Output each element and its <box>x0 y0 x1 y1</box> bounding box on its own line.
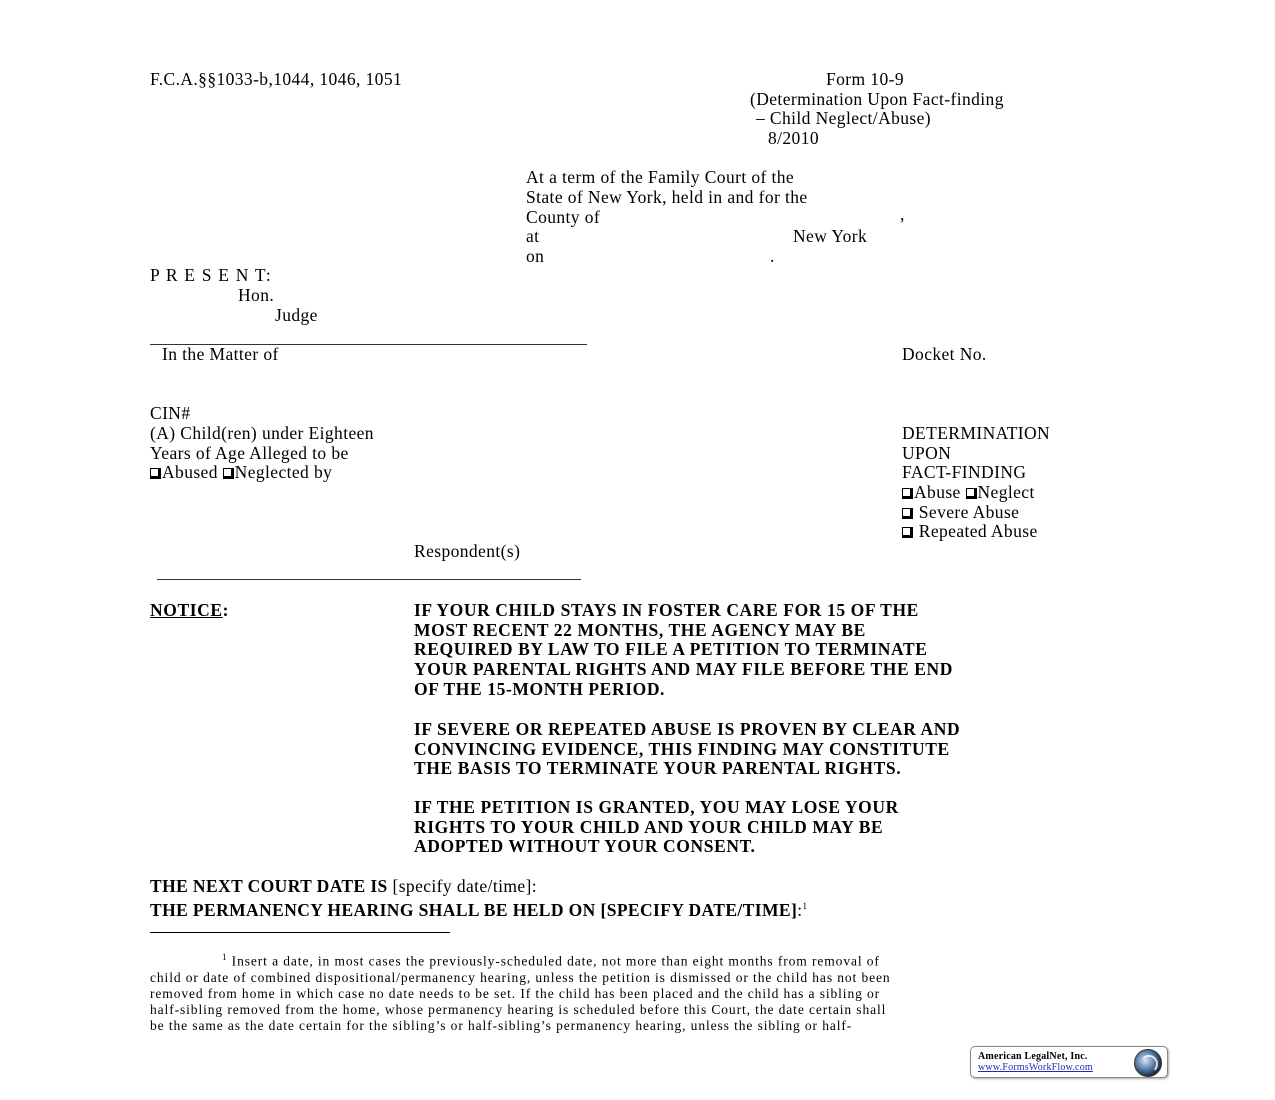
determination-title-line2: UPON <box>902 443 952 463</box>
severe-abuse-label: Severe Abuse <box>918 502 1020 522</box>
footnote-number: 1 <box>222 952 228 962</box>
footnote-separator <box>150 932 450 933</box>
notice-p3-line: ADOPTED WITHOUT YOUR CONSENT. <box>414 836 756 857</box>
notice-p2-line: IF SEVERE OR REPEATED ABUSE IS PROVEN BY CLEAR AND <box>414 719 961 739</box>
abused-label: Abused <box>162 462 218 482</box>
finding-options-row2 <box>902 503 1019 523</box>
notice-p1-line: IF YOUR CHILD STAYS IN FOSTER CARE FOR 15 OF THE <box>414 600 919 620</box>
docket-label: Docket No. <box>902 344 987 364</box>
legalnet-badge[interactable] <box>970 1046 1168 1078</box>
notice-paragraph-2 <box>414 720 960 779</box>
repeated-abuse-label: Repeated Abuse <box>918 521 1038 541</box>
allegation-options <box>150 463 332 483</box>
footnote-line: be the same as the date certain for the sibling’s or half-sibling’s permanency hearing, unless the sibling or half- <box>150 1018 853 1034</box>
globe-logo-icon <box>1134 1049 1162 1077</box>
neglect-checkbox[interactable] <box>966 488 977 499</box>
footnote <box>150 949 891 1035</box>
permanency-colon: : <box>797 899 803 920</box>
date-period: . <box>770 246 775 266</box>
caption-bottom-rule <box>157 579 581 580</box>
form-number: Form 10-9 <box>826 69 904 89</box>
notice-paragraph-1 <box>414 601 953 700</box>
notice-paragraph-3 <box>414 798 899 857</box>
present-label: P R E S E N T: <box>150 265 272 285</box>
footnote-line: child or date of combined dispositional/permanency hearing, unless the petition is dismissed or the child has not been <box>150 969 891 985</box>
permanency-hearing-date <box>150 897 807 921</box>
notice-p1-line: OF THE 15-MONTH PERIOD. <box>414 678 666 699</box>
at-label: at <box>526 226 540 246</box>
notice-label <box>150 601 229 621</box>
notice-p2-line: CONVINCING EVIDENCE, THIS FINDING MAY CONSTITUTE <box>414 738 950 759</box>
severe-abuse-checkbox[interactable] <box>902 508 913 519</box>
court-term-line1: At a term of the Family Court of the <box>526 167 795 187</box>
statute-reference: F.C.A.§§1033-b,1044, 1046, 1051 <box>150 69 403 89</box>
county-label: County of <box>526 207 601 227</box>
notice-p1-line: MOST RECENT 22 MONTHS, THE AGENCY MAY BE <box>414 619 866 640</box>
child-line2: Years of Age Alleged to be <box>150 443 349 463</box>
footnote-line: half-sibling removed from the home, whose permanency hearing is scheduled before this Court, the date certain shall <box>150 1002 887 1018</box>
on-label: on <box>526 246 545 266</box>
notice-p3-line: RIGHTS TO YOUR CHILD AND YOUR CHILD MAY BE <box>414 816 884 837</box>
badge-company: American LegalNet, Inc. <box>978 1051 1088 1062</box>
form-title-line2: – Child Neglect/Abuse) <box>756 108 932 128</box>
judge-label: Judge <box>275 305 318 325</box>
respondent-label: Respondent(s) <box>414 541 521 561</box>
neglect-label: Neglect <box>977 482 1035 502</box>
footnote-text: Insert a date, in most cases the previously-scheduled date, not more than eight months from removal of <box>227 953 880 969</box>
badge-url-link[interactable]: www.FormsWorkFlow.com <box>978 1062 1093 1073</box>
footnote-line: removed from home in which case no date needs to be set. If the child has been placed and the child has a sibling or <box>150 985 881 1001</box>
repeated-abuse-checkbox[interactable] <box>902 527 913 538</box>
notice-p2-line: THE BASIS TO TERMINATE YOUR PARENTAL RIGHTS. <box>414 758 902 779</box>
neglected-checkbox[interactable] <box>223 468 234 479</box>
footnote-reference[interactable]: 1 <box>802 901 808 911</box>
notice-p1-line: YOUR PARENTAL RIGHTS AND MAY FILE BEFORE THE END <box>414 659 953 680</box>
county-comma: , <box>900 204 905 224</box>
form-title-line1: (Determination Upon Fact-finding <box>750 89 1004 109</box>
court-term-line2: State of New York, held in and for the <box>526 187 808 207</box>
finding-options-row3 <box>902 522 1038 542</box>
next-court-date <box>150 877 537 897</box>
state-new-york: New York <box>793 226 868 246</box>
abuse-label: Abuse <box>914 482 961 502</box>
notice-p3-line: IF THE PETITION IS GRANTED, YOU MAY LOSE YOUR <box>414 797 899 817</box>
abused-checkbox[interactable] <box>150 468 161 479</box>
cin-label: CIN# <box>150 403 191 423</box>
in-the-matter-of: In the Matter of <box>162 344 279 364</box>
determination-title-line3: FACT-FINDING <box>902 462 1027 482</box>
next-court-date-label: THE NEXT COURT DATE IS <box>150 876 388 896</box>
determination-title-line1: DETERMINATION <box>902 423 1051 443</box>
notice-p1-line: REQUIRED BY LAW TO FILE A PETITION TO TERMINATE <box>414 639 928 660</box>
form-date: 8/2010 <box>768 128 820 148</box>
child-line1: (A) Child(ren) under Eighteen <box>150 423 374 443</box>
permanency-hearing-label: THE PERMANENCY HEARING SHALL BE HELD ON [SPECIFY DATE/TIME] <box>150 899 798 920</box>
footnote-line <box>150 949 891 970</box>
finding-options-row1 <box>902 483 1035 503</box>
notice-label-text: NOTICE <box>150 600 223 620</box>
notice-colon: : <box>222 600 230 620</box>
neglected-label: Neglected by <box>234 462 333 482</box>
hon-label: Hon. <box>238 285 275 305</box>
next-court-date-instruction: [specify date/time]: <box>387 876 538 896</box>
abuse-checkbox[interactable] <box>902 488 913 499</box>
